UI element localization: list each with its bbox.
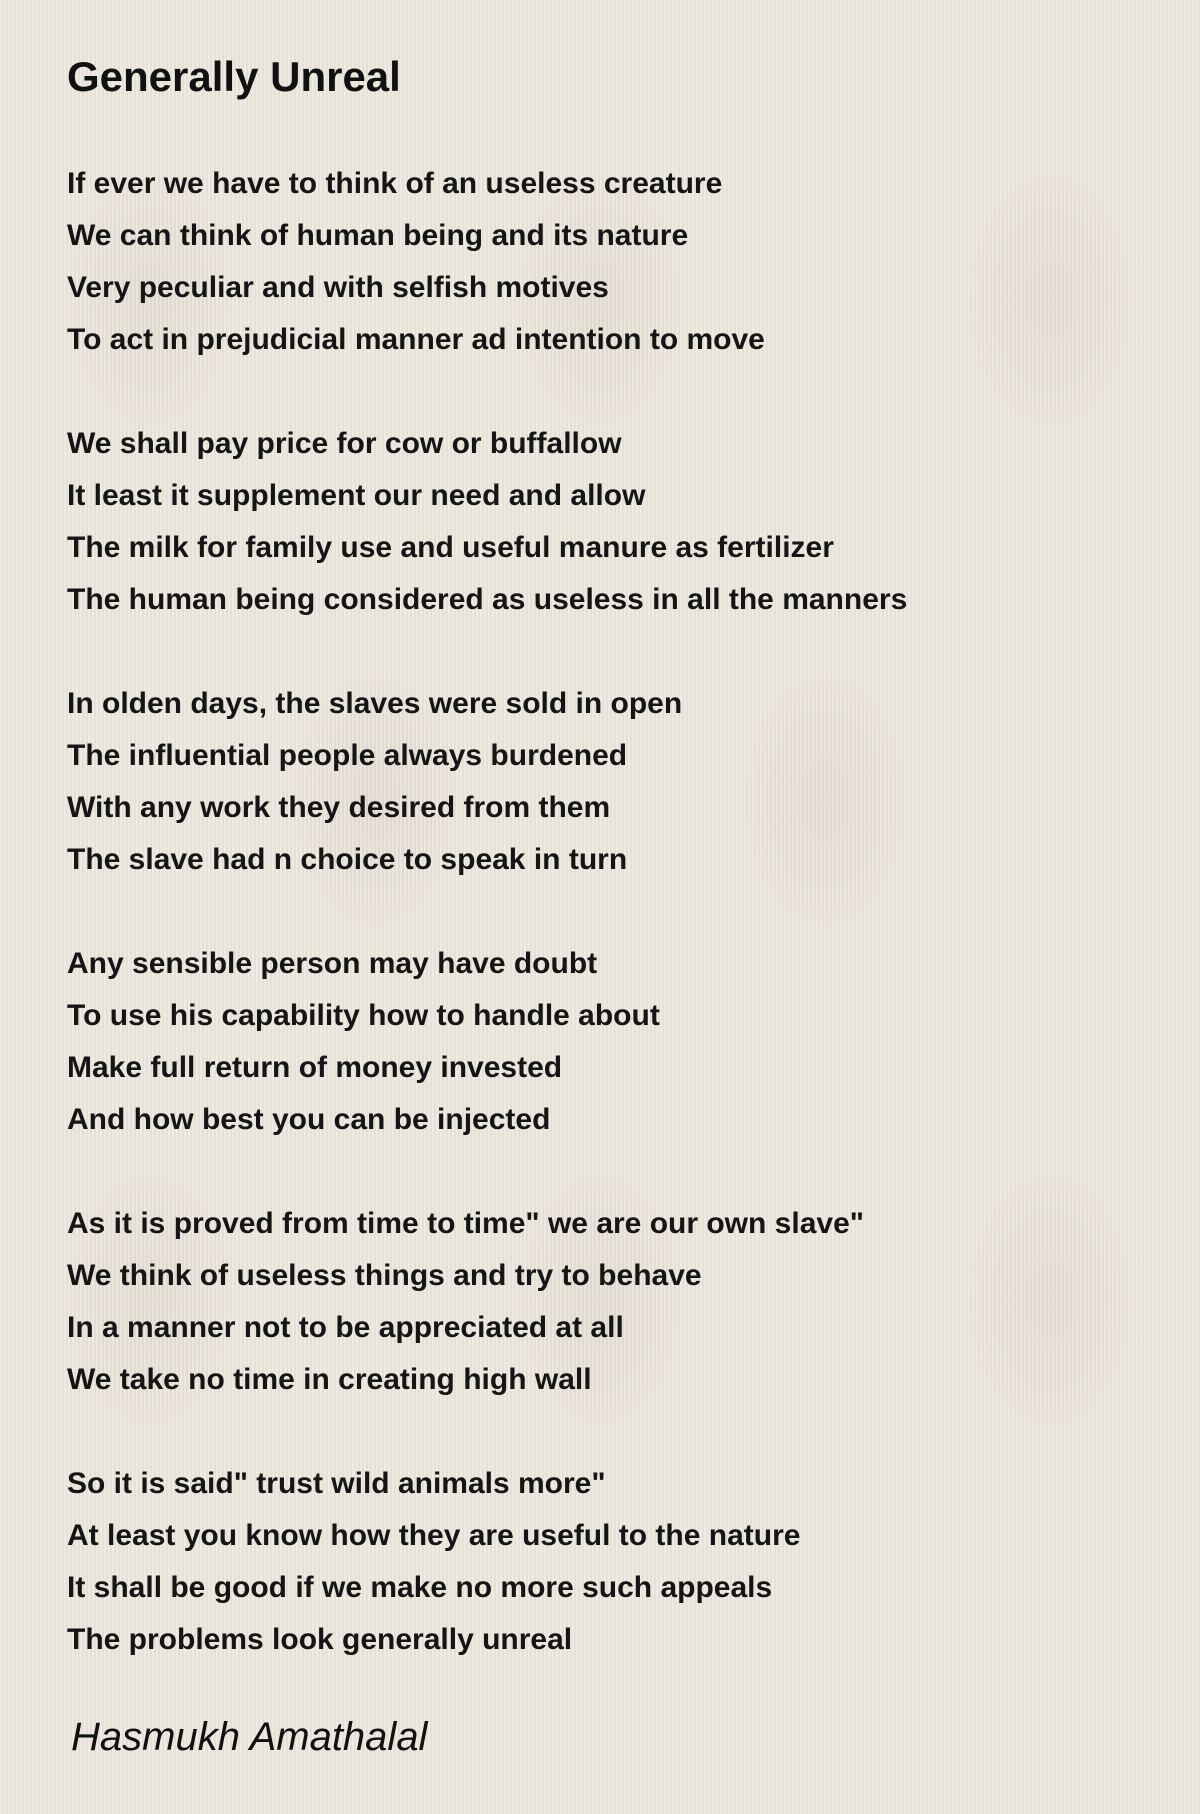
poem-page	[67, 50, 1147, 1718]
poem-line: We take no time in creating high wall	[67, 1363, 592, 1396]
stanza-3	[67, 678, 1147, 886]
stanza-2	[67, 418, 1147, 626]
poem-line: And how best you can be injected	[67, 1103, 551, 1136]
stanza-6	[67, 1458, 1147, 1666]
poem-line: In olden days, the slaves were sold in open	[67, 687, 683, 720]
poem-line: With any work they desired from them	[67, 791, 611, 824]
poem-line: Any sensible person may have doubt	[67, 947, 598, 980]
poem-body	[67, 158, 1147, 1666]
poem-line: The human being considered as useless in all the manners	[67, 583, 908, 616]
poem-title: Generally Unreal	[67, 53, 401, 100]
poem-line: It least it supplement our need and allow	[67, 479, 646, 512]
poem-line: It shall be good if we make no more such appeals	[67, 1571, 773, 1604]
stanza-1	[67, 158, 1147, 366]
poem-author: Hasmukh Amathalal	[71, 1715, 428, 1759]
poem-line: Very peculiar and with selfish motives	[67, 271, 609, 304]
poem-line: To act in prejudicial manner ad intention to move	[67, 323, 765, 356]
poem-line: At least you know how they are useful to the nature	[67, 1519, 801, 1552]
poem-line: Make full return of money invested	[67, 1051, 563, 1084]
poem-line: The slave had n choice to speak in turn	[67, 843, 628, 876]
poem-line: So it is said" trust wild animals more"	[67, 1467, 606, 1500]
poem-line: The influential people always burdened	[67, 739, 628, 772]
poem-line: As it is proved from time to time" we are our own slave"	[67, 1207, 864, 1240]
poem-line: In a manner not to be appreciated at all	[67, 1311, 624, 1344]
poem-line: We can think of human being and its nature	[67, 219, 689, 252]
poem-line: To use his capability how to handle about	[67, 999, 660, 1032]
stanza-4	[67, 938, 1147, 1146]
poem-line: The milk for family use and useful manure as fertilizer	[67, 531, 834, 564]
poem-line: We think of useless things and try to behave	[67, 1259, 702, 1292]
stanza-5	[67, 1198, 1147, 1406]
poem-line: The problems look generally unreal	[67, 1623, 573, 1656]
poem-line: We shall pay price for cow or buffallow	[67, 427, 622, 460]
poem-line: If ever we have to think of an useless creature	[67, 167, 723, 200]
